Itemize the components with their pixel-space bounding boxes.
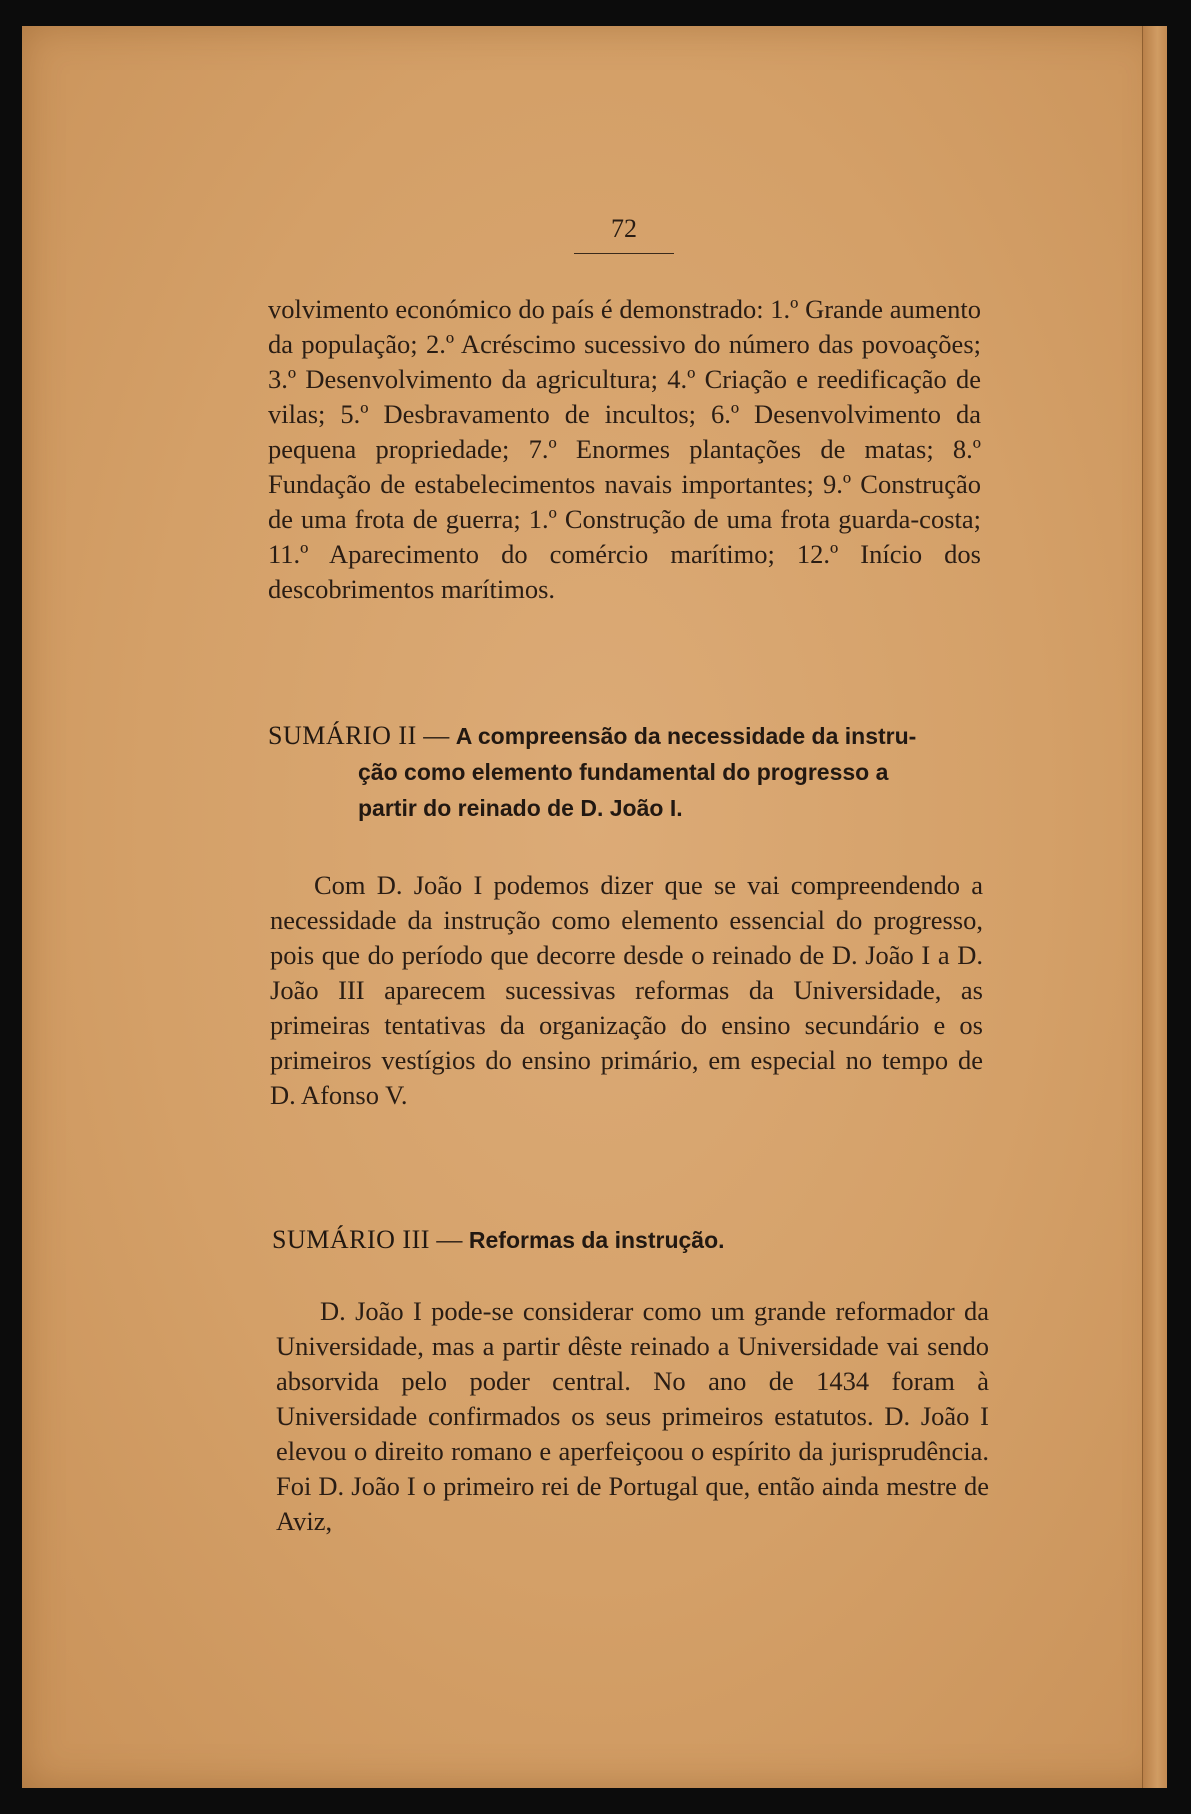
page-number-rule (574, 253, 674, 254)
sumario-2-title-line3: partir do reinado de D. João I. (358, 795, 683, 821)
paragraph-dom-joao: Com D. João I podemos dizer que se vai compreendendo a necessidade da instrução como elemento essencial do progresso, pois que do período que decorre desde o reinado de D. João I a D. João III aparecem sucessivas reformas da Universidade, as primeiras tentativas da organização do ensino secundário e os primeiros vestígios do ensino primário, em especial no tempo de D. Afonso V. (270, 870, 983, 1110)
sumario-3-label: SUMÁRIO III (272, 1225, 430, 1254)
sumario-2-label: SUMÁRIO II (268, 721, 417, 750)
sumario-3-title: Reformas da instrução. (468, 1227, 725, 1253)
sumario-2-heading (268, 718, 981, 826)
sumario-2-title-line2: ção como elemento fundamental do progresso a (358, 759, 889, 785)
sumario-2-dash: — (416, 721, 456, 750)
paragraph-reformas: D. João I pode-se considerar como um grande reformador da Universidade, mas a partir dêste reinado a Universidade vai sendo absorvida pelo poder central. No ano de 1434 foram à Universidade confirmados os seus primeiros estatutos. D. João I elevou o direito romano e aperfeiçoou o espírito da jurisprudência. Foi D. João I o primeiro rei de Portugal que, então ainda mestre de Aviz, (276, 1296, 989, 1536)
sumario-2-title-line1: A compreensão da necessidade da instru- (455, 723, 917, 749)
page-number: 72 (611, 214, 637, 243)
sumario-3-heading (272, 1222, 985, 1258)
sumario-3-dash: — (429, 1225, 469, 1254)
intro-paragraph: volvimento económico do país é demonstrado: 1.º Grande aumento da população; 2.º Acréscimo sucessivo do número das povoações; 3.º Desenvolvimento da agricultura; 4.º Criação e reedificação de vilas; 5.º Desbravamento de incultos; 6.º Desenvolvimento da pequena propriedade; 7.º Enormes plantações de matas; 8.º Fundação de estabelecimentos navais importantes; 9.º Construção de uma frota de guerra; 1.º Construção de uma frota guarda-costa; 11.º Aparecimento do comércio marítimo; 12.º Início dos descobrimentos marítimos. (268, 294, 981, 604)
page-fold-edge (1142, 26, 1167, 1788)
